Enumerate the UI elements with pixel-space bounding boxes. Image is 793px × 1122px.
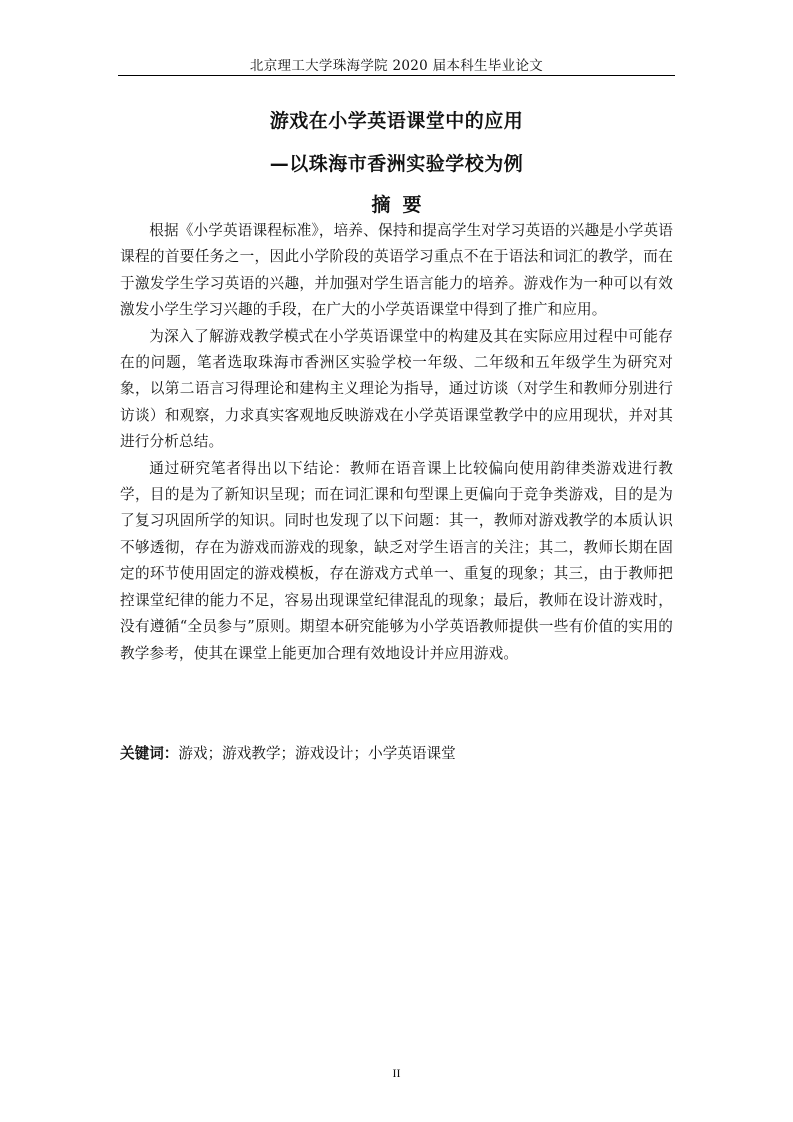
abstract-body [120, 218, 673, 667]
keywords-line [120, 741, 673, 767]
abstract-paragraph-1: 根据《小学英语课程标准》，培养、保持和提高学生对学习英语的兴趣是小学英语课程的首要任务之一，因此小学阶段的英语学习重点不在于语法和词汇的教学，而在于激发学生学习英语的兴趣，并加强对学生语言能力的培养。游戏作为一种可以有效激发小学生学习兴趣的手段，在广大的小学英语课堂中得到了推广和应用。 [120, 222, 673, 319]
abstract-paragraph-2: 为深入了解游戏教学模式在小学英语课堂中的构建及其在实际应用过程中可能存在的问题，笔者选取珠海市香洲区实验学校一年级、二年级和五年级学生为研究对象，以第二语言习得理论和建构主义理论为指导，通过访谈（对学生和教师分别进行访谈）和观察，力求真实客观地反映游戏在小学英语课堂教学中的应用现状，并对其进行分析总结。 [120, 327, 673, 451]
keywords-value: 游戏；游戏教学；游戏设计；小学英语课堂 [178, 745, 456, 762]
abstract-heading: 摘要 [371, 194, 434, 216]
abstract-paragraph-3: 通过研究笔者得出以下结论：教师在语音课上比较偏向使用韵律类游戏进行教学，目的是为了新知识呈现；而在词汇课和句型课上更偏向于竞争类游戏，目的是为了复习巩固所学的知识。同时也发现了以下问题：其一，教师对游戏教学的本质认识不够透彻，存在为游戏而游戏的现象，缺乏对学生语言的关注；其二，教师长期在固定的环节使用固定的游戏模板，存在游戏方式单一、重复的现象；其三，由于教师把控课堂纪律的能力不足，容易出现课堂纪律混乱的现象；最后，教师在设计游戏时，没有遵循“全员参与”原则。期望本研究能够为小学英语教师提供一些有价值的实用的教学参考，使其在课堂上能更加合理有效地设计并应用游戏。 [120, 459, 673, 662]
keywords-label: 关键词： [120, 745, 179, 762]
thesis-title: 游戏在小学英语课堂中的应用 [269, 110, 524, 132]
page-number: II [392, 1066, 401, 1080]
thesis-subtitle: —以珠海市香洲实验学校为例 [269, 153, 524, 175]
header-rule [118, 75, 675, 76]
running-header: 北京理工大学珠海学院 2020 届本科生毕业论文 [249, 58, 544, 74]
